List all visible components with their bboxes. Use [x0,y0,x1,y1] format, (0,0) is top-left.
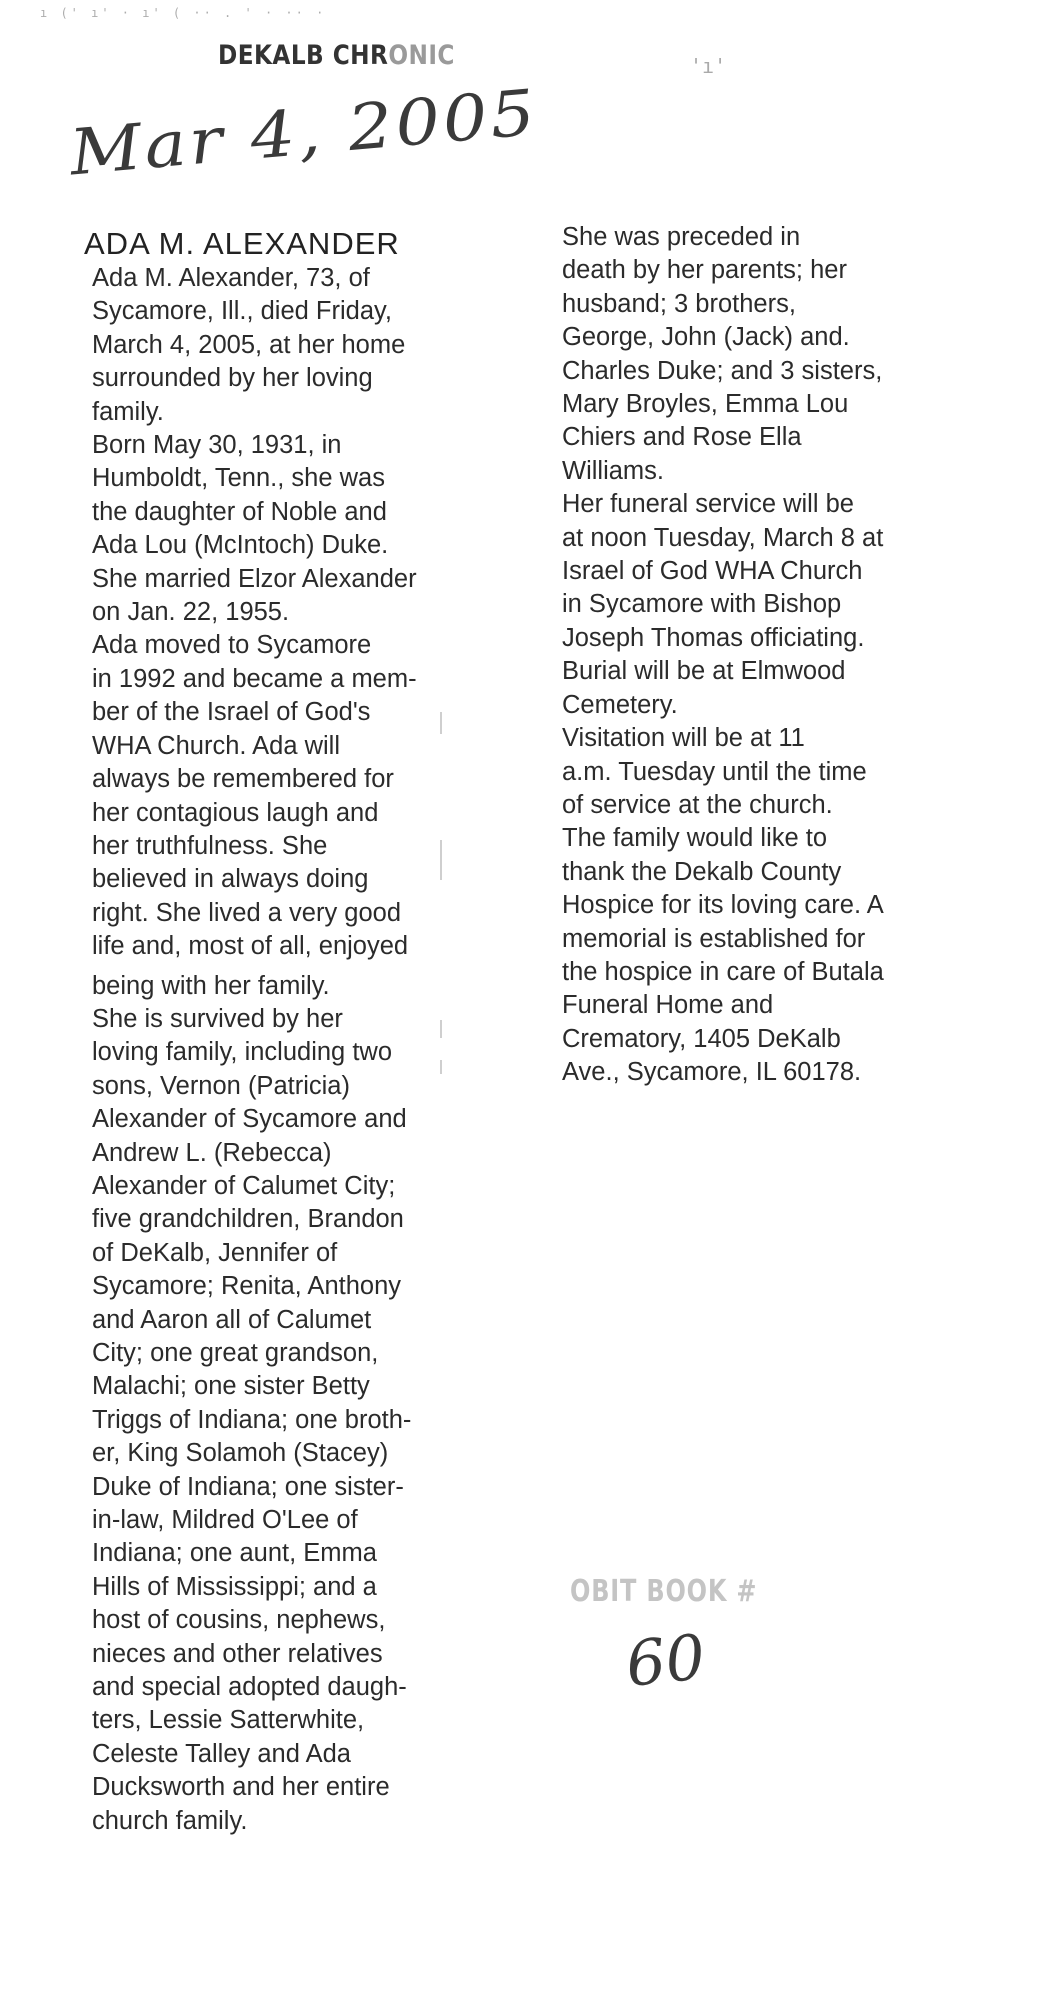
text-line: a.m. Tuesday until the time [562,757,867,786]
text-line: She is survived by her [92,1004,343,1033]
paragraph [62,1003,452,1838]
text-line: in 1992 and became a mem- [92,664,417,693]
text-line: Alexander of Sycamore and [92,1105,407,1134]
text-line: right. She lived a very good [92,898,402,927]
paragraph [62,629,452,1002]
text-line: Ada M. Alexander, 73, of [92,264,370,292]
newspaper-masthead [218,40,455,71]
text-line: her truthfulness. She [92,831,328,860]
text-line: Alexander of Calumet City; [92,1171,396,1200]
text-line: Born May 30, 1931, in [92,431,342,460]
text-line: Sycamore; Renita, Anthony [92,1272,402,1301]
text-line: in Sycamore with Bishop [562,590,842,619]
text-line: Duke of Indiana; one sister- [92,1472,404,1501]
paragraph [532,488,932,722]
text-line: death by her parents; her [562,256,847,285]
text-line: Sycamore, Ill., died Friday, [92,297,392,326]
text-line: always be remembered for [92,765,394,794]
text-line: being with her family. [92,971,330,1000]
text-line: ber of the Israel of God's [92,698,371,727]
text-line: City; one great grandson, [92,1339,379,1367]
text-line: five grandchildren, Brandon [92,1205,404,1234]
masthead-noise: ı (' ı' · ı' ( ·· . ' · ·· · [40,6,327,20]
right-column [532,221,932,1090]
paragraph [62,262,452,429]
text-line: Williams. [562,456,664,485]
paragraph [532,221,932,488]
text-line: family. [92,397,164,426]
text-line: ters, Lessie Satterwhite, [92,1706,365,1735]
masthead-name-faded: ONIC [388,40,455,71]
text-line: She was preceded in [562,223,801,251]
text-line: Indiana; one aunt, Emma [92,1539,377,1568]
paragraph [532,822,932,1089]
text-line: Ada Lou (McIntoch) Duke. [92,531,389,560]
text-line: George, John (Jack) and. [562,323,850,352]
text-line: Triggs of Indiana; one broth- [92,1405,412,1434]
text-line: loving family, including two [92,1038,392,1067]
obit-book-stamp: OBIT BOOK # [570,1574,758,1609]
text-line: memorial is established for [562,924,866,953]
text-line: Visitation will be at 11 [562,724,805,753]
text-line: Ada moved to Sycamore [92,631,372,660]
text-line: and Aaron all of Calumet [92,1305,372,1334]
left-column [62,262,452,1838]
paragraph [62,429,452,629]
text-line: life and, most of all, enjoyed [92,932,409,961]
text-line: of DeKalb, Jennifer of [92,1238,338,1267]
text-line: on Jan. 22, 1955. [92,598,290,627]
text-line: Joseph Thomas officiating. [562,623,865,652]
text-line: Humboldt, Tenn., she was [92,464,385,493]
text-line: Funeral Home and [562,991,774,1020]
text-line: in-law, Mildred O'Lee of [92,1506,358,1535]
text-line: Cemetery. [562,690,678,719]
text-line: er, King Solamoh (Stacey) [92,1439,389,1468]
text-line: Charles Duke; and 3 sisters, [562,356,883,385]
text-line: thank the Dekalb County [562,857,842,886]
text-line: Burial will be at Elmwood [562,657,846,686]
text-line: church family. [92,1806,248,1835]
text-line: husband; 3 brothers, [562,289,796,318]
text-line: Ducksworth and her entire [92,1773,390,1802]
text-line: Mary Broyles, Emma Lou [562,390,849,419]
text-line: Andrew L. (Rebecca) [92,1138,332,1167]
text-line: and special adopted daugh- [92,1673,407,1702]
text-line: surrounded by her loving [92,364,373,393]
text-line: She married Elzor Alexander [92,564,417,593]
masthead-name: DEKALB CHR [218,40,389,71]
text-line: Her funeral service will be [562,490,854,519]
text-line: the daughter of Noble and [92,497,387,526]
text-line: March 4, 2005, at her home [92,330,406,359]
text-line: The family would like to [562,824,828,853]
text-line: Israel of God WHA Church [562,557,863,586]
text-line: nieces and other relatives [92,1639,383,1668]
margin-mark: 'ı' [690,54,727,78]
text-line: Crematory, 1405 DeKalb [562,1024,841,1053]
text-line: sons, Vernon (Patricia) [92,1071,350,1100]
text-line: the hospice in care of Butala [562,957,884,986]
text-line: WHA Church. Ada will [92,731,341,760]
text-line: Malachi; one sister Betty [92,1372,370,1401]
text-line: her contagious laugh and [92,798,379,827]
text-line: Hills of Mississippi; and a [92,1572,377,1601]
text-line: Hospice for its loving care. A [562,891,884,920]
text-line: of service at the church. [562,790,833,819]
text-line: host of cousins, nephews, [92,1606,386,1635]
obit-book-number: 60 [622,1620,709,1701]
text-line: at noon Tuesday, March 8 at [562,523,884,552]
handwritten-date: Mar 4, 2005 [66,75,541,190]
text-line: Chiers and Rose Ella [562,423,802,452]
text-line: believed in always doing [92,865,369,894]
paragraph [532,722,932,822]
obituary-headline: ADA M. ALEXANDER [84,226,400,261]
text-line: Ave., Sycamore, IL 60178. [562,1058,862,1087]
text-line: Celeste Talley and Ada [92,1739,351,1768]
